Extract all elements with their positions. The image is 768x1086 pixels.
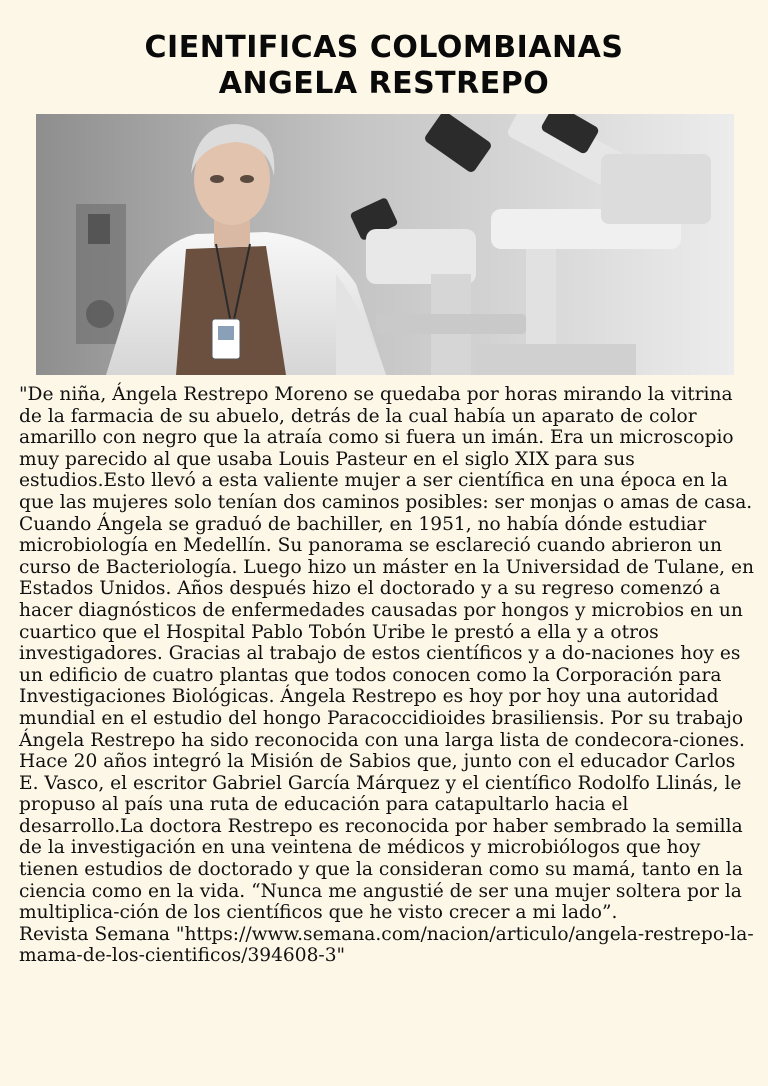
article-paragraph: "De niña, Ángela Restrepo Moreno se quedaba por horas mirando la vitrina de la farmacia de su abuelo, detrás de la cual había un aparato de color amarillo con negro que la atraía como si fuera un imán. Era un microscopio muy parecido al que usaba Louis Pasteur en el siglo XIX para sus estudios.Esto llevó a esta valiente mujer a ser científica en una época en la que las mujeres solo tenían dos caminos posibles: ser monjas o amas de casa. Cuando Ángela se graduó de bachiller, en 1951, no había dónde estudiar microbiología en Medellín. Su panorama se esclareció cuando abrieron un curso de Bacteriología. Luego hizo un máster en la Universidad de Tulane, en Estados Unidos. Años después hizo el doctorado y a su regreso comenzó a hacer diagnósticos de enfermedades causadas por hongos y microbios en un cuartico que el Hospital Pablo Tobón Uribe le prestó a ella y a otros investigadores. Gracias al trabajo de estos científicos y a do-naciones hoy es un edificio de cuatro plantas que todos conocen como la Corporación para Investigaciones Biológicas. Ángela Restrepo es hoy por hoy una autoridad mundial en el estudio del hongo Paracoccidioides brasiliensis. Por su trabajo Ángela Restrepo ha sido reconocida con una larga lista de condecora-ciones. Hace 20 años integró la Misión de Sabios que, junto con el educador Carlos E. Vasco, el escritor Gabriel García Márquez y el científico Rodolfo Llinás, le propuso al país una ruta de educación para catapultarlo hacia el desarrollo.La doctora Restrepo es reconocida por haber sembrado la semilla de la investigación en una veintena de médicos y microbiólogos que hoy tienen estudios de doctorado y que la consideran como su mamá, tanto en la ciencia como en la vida. “Nunca me angustié de ser una mujer soltera por la multiplica-ción de los científicos que he visto crecer a mi lado”. <box>19 384 754 924</box>
page-title <box>0 30 768 102</box>
article-citation: Revista Semana "https://www.semana.com/nacion/articulo/angela-restrepo-la-mama-de-los-cientificos/394608-3" <box>19 923 754 967</box>
scientist-photo <box>36 114 734 375</box>
article-body <box>19 384 754 967</box>
title-line-2: ANGELA RESTREPO <box>218 66 550 101</box>
title-line-1: CIENTIFICAS COLOMBIANAS <box>144 30 624 65</box>
